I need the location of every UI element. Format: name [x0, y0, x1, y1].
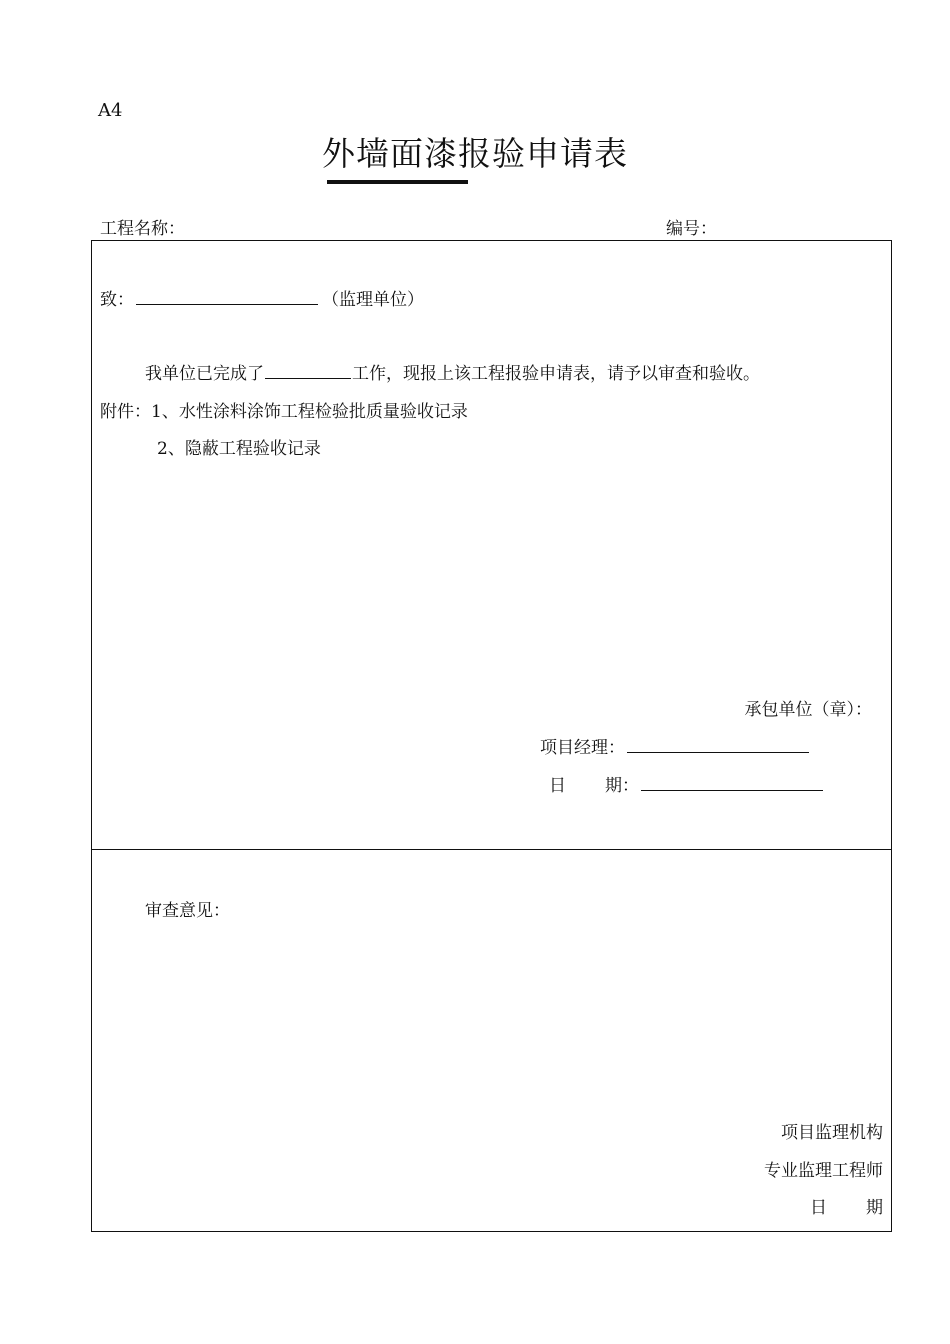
contractor-date-row	[549, 771, 823, 796]
to-label: 致：	[100, 290, 134, 310]
supervisor-org-label: 项目监理机构	[781, 1123, 883, 1143]
date-label-part1: 日	[549, 776, 566, 796]
work-name-field[interactable]	[265, 360, 351, 379]
request-statement	[145, 359, 760, 384]
addressee-row	[100, 285, 424, 310]
review-opinion-label: 审查意见：	[145, 901, 230, 921]
date-label-part2: 期	[866, 1198, 883, 1218]
section-divider	[91, 849, 892, 850]
project-name-label: 工程名称：	[100, 219, 185, 239]
contractor-seal-label: 承包单位（章）：	[744, 700, 872, 720]
to-suffix: （监理单位）	[322, 290, 424, 310]
statement-prefix: 我单位已完成了	[145, 364, 264, 384]
statement-suffix: 工作，现报上该工程报验申请表，请予以审查和验收。	[352, 364, 760, 384]
project-manager-field[interactable]	[627, 734, 809, 753]
date-label-part1: 日	[810, 1198, 827, 1218]
supervisor-date-label	[810, 1193, 883, 1218]
date-label-part2: 期：	[605, 776, 639, 796]
project-manager-row	[540, 733, 809, 758]
supervisor-engineer-label: 专业监理工程师	[764, 1161, 883, 1181]
title-underline	[327, 180, 468, 184]
contractor-date-field[interactable]	[641, 772, 823, 791]
project-manager-label: 项目经理：	[540, 738, 625, 758]
form-code: A4	[98, 100, 123, 121]
attachment-item-1: 附件：1、水性涂料涂饰工程检验批质量验收记录	[100, 402, 468, 422]
attachment-item-2: 2、隐蔽工程验收记录	[157, 439, 321, 459]
supervisor-unit-field[interactable]	[136, 286, 318, 305]
number-label: 编号：	[666, 219, 717, 239]
page-title: 外墙面漆报验申请表	[322, 134, 628, 173]
